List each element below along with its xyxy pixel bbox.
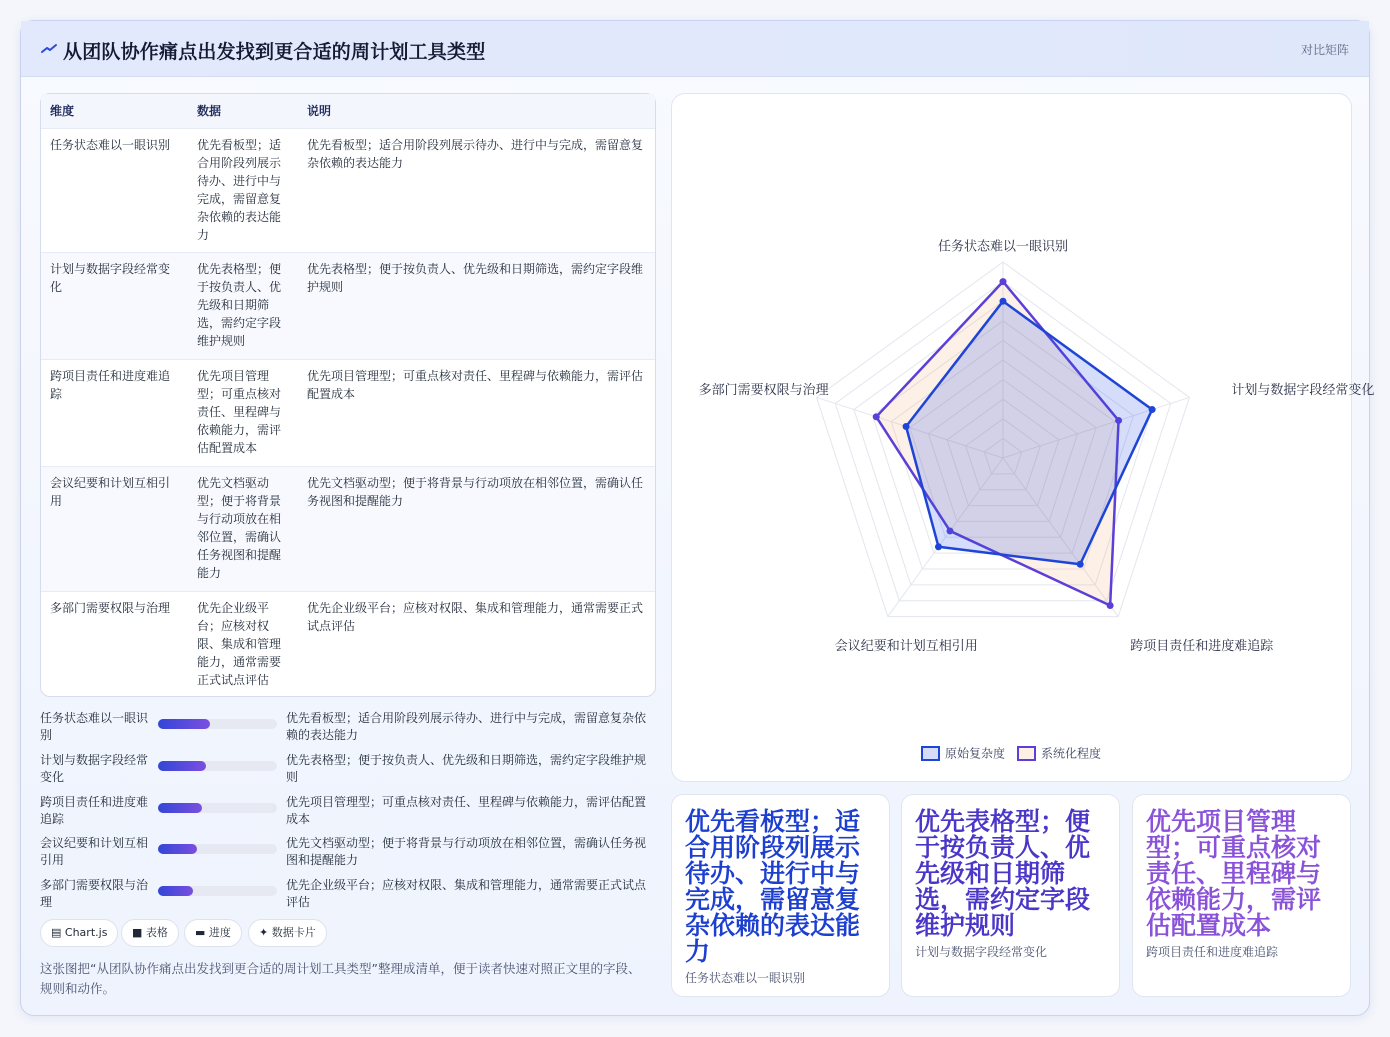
table-row (41, 591, 655, 698)
radar-data-point (1149, 406, 1156, 413)
progress-description: 优先文档驱动型；便于将背景与行动项放在相邻位置，需确认任务视图和提醒能力 (286, 836, 647, 867)
progress-row (40, 710, 656, 746)
stat-value: 优先项目管理型；可重点核对责任、里程碑与依赖能力，需评估配置成本 (1146, 807, 1322, 940)
radar-series (873, 278, 1156, 609)
sparkle-icon: ✦ (259, 926, 269, 939)
chart-icon: ▤ (51, 926, 62, 939)
chip-label: Chart.js (64, 926, 108, 939)
progress-description: 优先看板型；适合用阶段列展示待办、进行中与完成，需留意复杂依赖的表达能力 (286, 711, 647, 742)
table-cell-data: 优先表格型；便于按负责人、优先级和日期筛选，需约定字段维护规则 (197, 262, 282, 348)
legend-swatch (1018, 747, 1035, 760)
table-cell-description: 优先表格型；便于按负责人、优先级和日期筛选，需约定字段维护规则 (307, 262, 644, 294)
chip-label: 数据卡片 (271, 926, 316, 939)
page-title: 从团队协作痛点出发找到更合适的周计划工具类型 (63, 41, 486, 63)
radar-series-area (906, 301, 1152, 564)
chip-progress[interactable] (184, 919, 242, 947)
table-cell-dimension: 跨项目责任和进度难追踪 (50, 369, 171, 401)
progress-label: 多部门需要权限与治理 (40, 878, 149, 909)
chip-data-cards[interactable] (248, 919, 327, 947)
table-cell-dimension: 会议纪要和计划互相引用 (50, 476, 171, 508)
radar-chart (672, 94, 1375, 783)
radar-axis-label: 会议纪要和计划互相引用 (834, 639, 978, 655)
progress-row (40, 752, 656, 788)
stat-card (1132, 794, 1351, 997)
footnote: 这张图把“从团队协作痛点出发找到更合适的周计划工具类型”整理成清单，便于读者快速对照正文里的字段、规则和动作。 (40, 961, 641, 996)
progress-row (40, 794, 656, 830)
table-cell-dimension: 计划与数据字段经常变化 (50, 262, 171, 294)
legend-label: 原始复杂度 (945, 746, 1006, 761)
column-header-data: 数据 (197, 104, 222, 118)
radar-axis-label: 多部门需要权限与治理 (698, 383, 829, 399)
table-cell-description: 优先文档驱动型；便于将背景与行动项放在相邻位置，需确认任务视图和提醒能力 (307, 476, 644, 508)
stat-value: 优先表格型；便于按负责人、优先级和日期筛选，需约定字段维护规则 (915, 807, 1091, 940)
radar-axis-label: 计划与数据字段经常变化 (1231, 383, 1375, 399)
header (21, 21, 1369, 77)
stat-value: 优先看板型；适合用阶段列展示待办、进行中与完成，需留意复杂依赖的表达能力 (685, 807, 861, 966)
table-cell-description: 优先企业级平台；应核对权限、集成和管理能力，通常需要正式试点评估 (307, 601, 644, 633)
progress-row (40, 835, 656, 871)
column-header-dimension: 维度 (50, 104, 75, 118)
table-cell-data: 优先文档驱动型；便于将背景与行动项放在相邻位置，需确认任务视图和提醒能力 (197, 476, 282, 580)
radar-data-point (1077, 561, 1084, 568)
radar-axis-label: 任务状态难以一眼识别 (937, 239, 1069, 255)
progress-fill (158, 719, 210, 729)
progress-label: 任务状态难以一眼识别 (40, 711, 149, 742)
radar-data-point (873, 413, 880, 420)
radar-data-point (903, 423, 910, 430)
progress-description: 优先项目管理型；可重点核对责任、里程碑与依赖能力，需评估配置成本 (286, 795, 647, 826)
table-cell-data: 优先项目管理型；可重点核对责任、里程碑与依赖能力，需评估配置成本 (197, 369, 282, 455)
progress-icon: ▬ (195, 926, 206, 939)
progress-fill (158, 844, 197, 854)
trend-line-icon (41, 42, 57, 56)
legend-label: 系统化程度 (1041, 746, 1102, 761)
stat-caption: 跨项目责任和进度难追踪 (1146, 945, 1279, 959)
progress-description: 优先表格型；便于按负责人、优先级和日期筛选，需约定字段维护规则 (286, 753, 647, 784)
chip-label: 进度 (208, 926, 231, 939)
progress-description: 优先企业级平台；应核对权限、集成和管理能力，通常需要正式试点评估 (286, 878, 647, 909)
progress-fill (158, 803, 202, 813)
progress-fill (158, 761, 206, 771)
chip-chartjs[interactable] (40, 919, 118, 947)
table-cell-data: 优先看板型；适合用阶段列展示待办、进行中与完成，需留意复杂依赖的表达能力 (197, 138, 282, 242)
view-tag: 对比矩阵 (1300, 43, 1349, 57)
chip-label: 表格 (145, 926, 168, 939)
progress-track (158, 761, 277, 771)
progress-track (158, 719, 277, 729)
chip-table[interactable] (121, 919, 179, 947)
stat-caption: 任务状态难以一眼识别 (685, 971, 806, 985)
stat-card (671, 794, 890, 997)
progress-track (158, 844, 277, 854)
progress-row (40, 877, 656, 913)
table-cell-data: 优先企业级平台；应核对权限、集成和管理能力，通常需要正式试点评估 (197, 601, 282, 687)
dashboard-frame (20, 20, 1375, 1016)
progress-label: 跨项目责任和进度难追踪 (40, 795, 149, 826)
radar-data-point (1107, 602, 1114, 609)
table-row (41, 359, 655, 466)
stat-card (901, 794, 1120, 997)
progress-track (158, 886, 277, 896)
progress-track (158, 803, 277, 813)
table-cell-description: 优先项目管理型；可重点核对责任、里程碑与依赖能力，需评估配置成本 (307, 369, 644, 401)
radar-legend (922, 746, 1101, 761)
table-cell-description: 优先看板型；适合用阶段列展示待办、进行中与完成，需留意复杂依赖的表达能力 (307, 138, 644, 170)
column-header-description: 说明 (307, 104, 332, 118)
table-icon: ■ (132, 926, 143, 939)
table-row (41, 128, 655, 252)
radar-data-point (1000, 298, 1007, 305)
radar-data-point (1000, 278, 1007, 285)
stat-caption: 计划与数据字段经常变化 (915, 945, 1048, 959)
radar-chart-card (671, 93, 1375, 782)
table-header-row (41, 94, 655, 128)
progress-fill (158, 886, 193, 896)
table-cell-dimension: 任务状态难以一眼识别 (50, 138, 171, 152)
table-row (41, 252, 655, 359)
table-row (41, 466, 655, 591)
radar-data-point (935, 543, 942, 550)
radar-axis-label: 跨项目责任和进度难追踪 (1130, 639, 1274, 655)
progress-label: 会议纪要和计划互相引用 (40, 836, 149, 867)
progress-label: 计划与数据字段经常变化 (40, 753, 149, 784)
comparison-table (40, 93, 656, 697)
table-cell-dimension: 多部门需要权限与治理 (50, 601, 171, 615)
legend-swatch (922, 747, 939, 760)
